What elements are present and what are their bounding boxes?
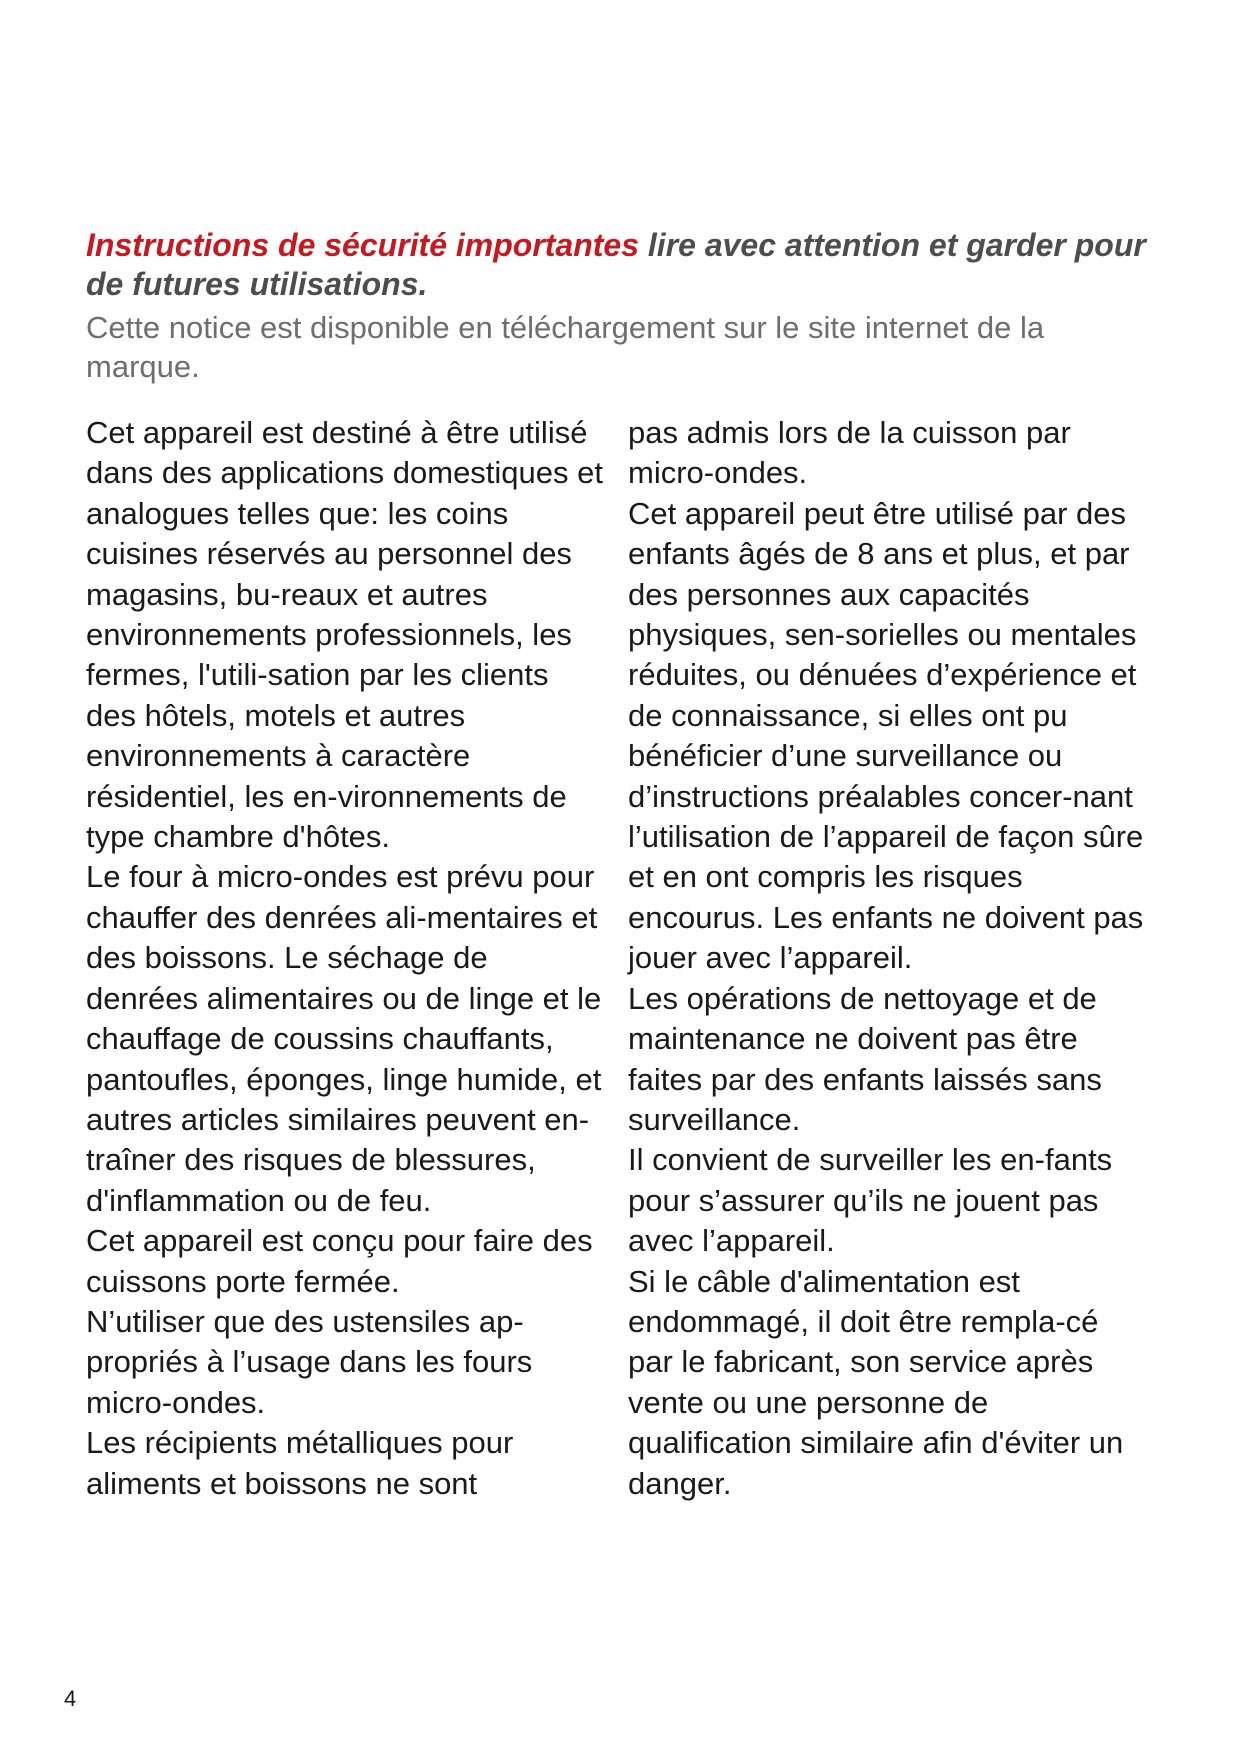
paragraph-heating-purpose: Le four à micro-ondes est prévu pour chauffer des denrées ali-mentaires et des boissons. Le séchage de denrées alimentaires ou de linge et le chauffage de coussins chauffants, pantoufles, éponges, linge humide, et autres articles similaires peuvent en-traîner des risques de blessures, d'inflammation ou de feu. bbox=[86, 859, 602, 1218]
heading-rest: lire avec attention et garder pour de futures utilisations. bbox=[86, 227, 1146, 302]
paragraph-metal-containers-cont: pas admis lors de la cuisson par micro-ondes. bbox=[628, 415, 1071, 491]
paragraph-children-supervision: Cet appareil peut être utilisé par des enfants âgés de 8 ans et plus, et par des personnes aux capacités physiques, sen-sorielles ou mentales réduites, ou dénuées d’expérience et de connaissance, si elles ont pu bénéficier d’une surveillance ou d’instructions préalables concer-nant l’utilisation de l’appareil de façon sûre et en ont compris les risques encourus. Les enfants ne doivent pas jouer avec l’appareil. bbox=[628, 495, 1144, 976]
paragraph-watch-children: Il convient de surveiller les en-fants pour s’assurer qu’ils ne jouent pas avec l’appareil. bbox=[628, 1142, 1113, 1259]
paragraph-metal-containers: Les récipients métalliques pour aliments et boissons ne sont bbox=[86, 1425, 514, 1501]
download-notice: Cette notice est disponible en téléchargement sur le site internet de la marque. bbox=[86, 310, 1045, 384]
paragraph-door-closed: Cet appareil est conçu pour faire des cuissons porte fermée. bbox=[86, 1223, 593, 1299]
left-column bbox=[86, 413, 606, 1504]
paragraph-domestic-use: Cet appareil est destiné à être utilisé dans des applications domestiques et analogues telles que: les coins cuisines réservés au personnel des magasins, bu-reaux et autres environnements professionnels, les fermes, l'utili-sation par les clients des hôtels, motels et autres environnements à caractère résidentiel, les en-vironnements de type chambre d'hôtes. bbox=[86, 415, 603, 855]
safety-heading bbox=[86, 226, 1166, 304]
page-number: 4 bbox=[64, 1686, 77, 1711]
paragraph-suitable-utensils: N’utiliser que des ustensiles ap-propriés à l’usage dans les fours micro-ondes. bbox=[86, 1303, 533, 1420]
right-column bbox=[628, 413, 1148, 1504]
paragraph-power-cable: Si le câble d'alimentation est endommagé, il doit être rempla-cé par le fabricant, son service après vente ou une personne de qualification similaire afin d'éviter un danger. bbox=[628, 1263, 1124, 1501]
heading-accent: Instructions de sécurité importantes bbox=[86, 227, 640, 263]
paragraph-cleaning-maintenance: Les opérations de nettoyage et de maintenance ne doivent pas être faites par des enfants laissés sans surveillance. bbox=[628, 980, 1102, 1137]
